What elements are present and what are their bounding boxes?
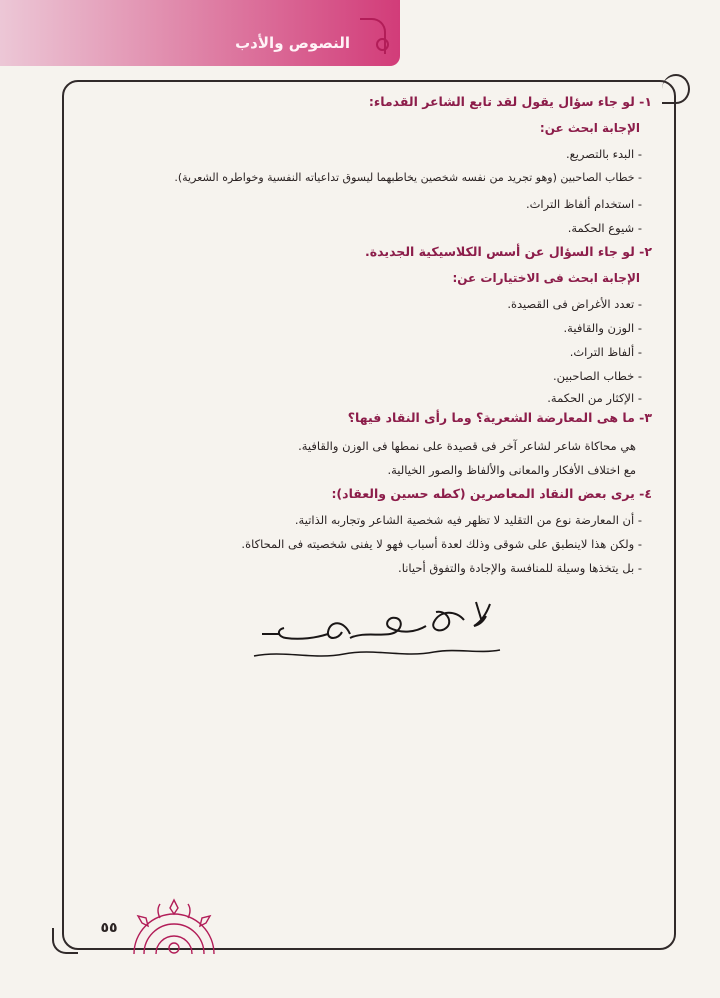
question-4: ٤- يرى بعض النقاد المعاصرين (كطه حسين والعقاد): (331, 486, 652, 501)
answer-item: - بل يتخذها وسيلة للمنافسة والإجادة والتفوق أحيانا. (398, 561, 642, 575)
answer-item: - الوزن والقافية. (563, 321, 642, 335)
answer-heading-1: الإجابة ابحث عن: (539, 121, 640, 135)
page-title: النصوص والأدب (235, 34, 350, 52)
question-3: ٣- ما هى المعارضة الشعرية؟ وما رأى النقاد فيها؟ (347, 410, 652, 425)
answer-heading-2: الإجابة ابحث فى الاختيارات عن: (452, 271, 640, 285)
header-hook-dot (376, 38, 389, 51)
answer-item: - ولكن هذا لاينطبق على شوقى وذلك لعدة أسباب فهو لا يفنى شخصيته فى المحاكاة. (241, 537, 642, 551)
floral-ornament (126, 892, 222, 956)
answer-item: - ألفاظ التراث. (569, 345, 642, 359)
page-number: ٥٥ (100, 920, 118, 936)
bottom-curl-ornament (52, 928, 78, 954)
answer-item: - خطاب الصاحبين. (553, 369, 642, 383)
answer-item: - تعدد الأغراض فى القصيدة. (507, 297, 642, 311)
handwritten-signature (250, 590, 510, 670)
answer-item: - أن المعارضة نوع من التقليد لا تظهر فيه شخصية الشاعر وتجاربه الذاتية. (294, 513, 642, 527)
answer-item: - شيوع الحكمة. (567, 221, 642, 235)
question-1: ١- لو جاء سؤال يقول لقد تابع الشاعر القدماء: (368, 94, 652, 109)
question-2: ٢- لو جاء السؤال عن أسس الكلاسيكية الجديدة. (365, 244, 652, 259)
answer-item: - الإكثار من الحكمة. (547, 391, 642, 405)
answer-text: هي محاكاة شاعر لشاعر آخر فى قصيدة على نمطها فى الوزن والقافية. (298, 439, 636, 453)
corner-swirl-ornament (662, 74, 690, 104)
answer-item: - البدء بالتصريع. (565, 147, 642, 161)
answer-item: - استخدام ألفاظ التراث. (525, 197, 642, 211)
answer-text: مع اختلاف الأفكار والمعانى والألفاظ والصور الخيالية. (387, 463, 636, 477)
answer-item: - خطاب الصاحبين (وهو تجريد من نفسه شخصين يخاطبهما ليسوق تداعياته النفسية وخواطره الشعرية). (174, 171, 642, 184)
